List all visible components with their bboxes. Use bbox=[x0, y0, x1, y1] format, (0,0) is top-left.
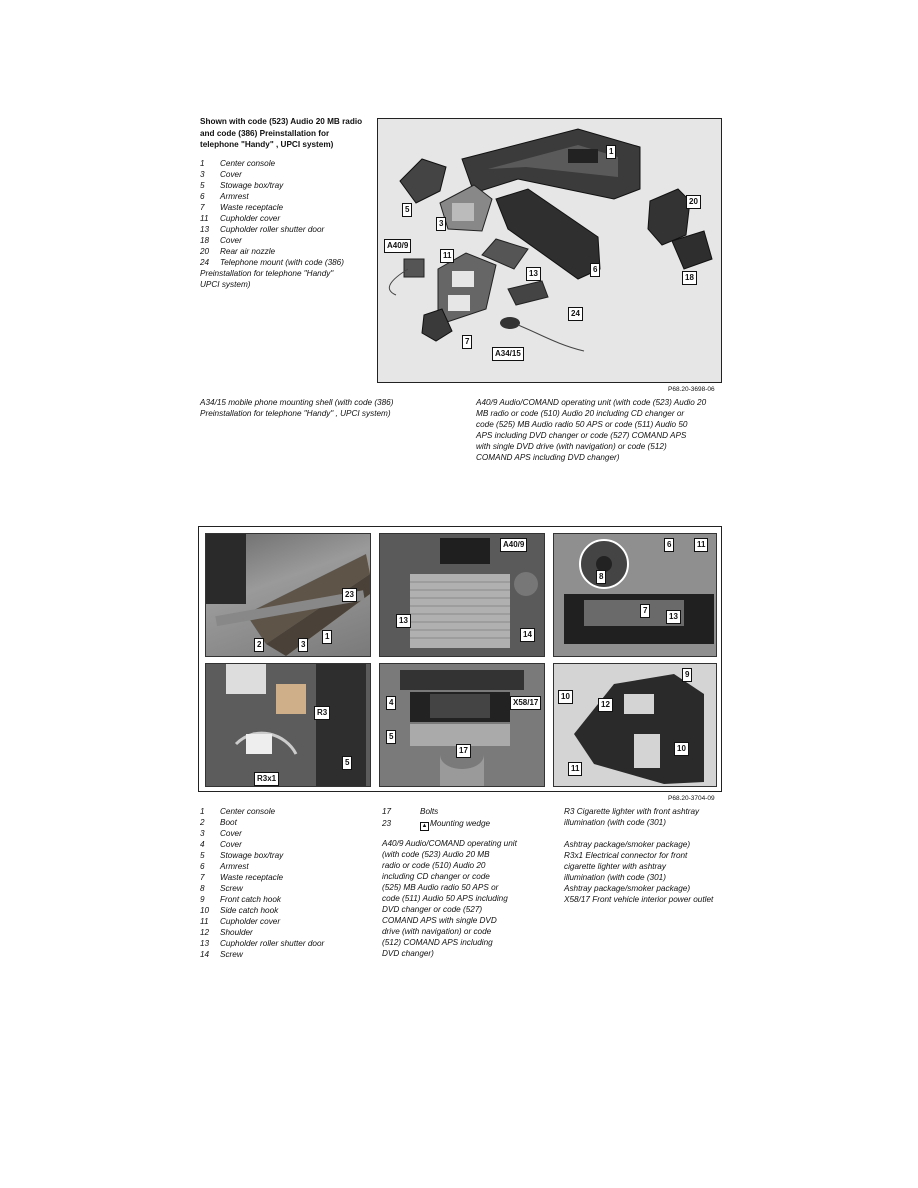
photo-panel bbox=[379, 663, 545, 787]
callout-label: 20 bbox=[686, 195, 701, 209]
legend-block-line: illumination (with code (301) bbox=[564, 873, 666, 882]
callout-label: 14 bbox=[520, 628, 535, 642]
note-line: Preinstallation for telephone "Handy" , UPCI system) bbox=[200, 409, 391, 418]
figure-reference: P68.20-3704-09 bbox=[668, 795, 715, 802]
top-legend: 1 Center console 3 Cover 5 Stowage box/tray 6 Armrest 7 Waste receptacle 11 Cupholder cover 13 Cupholder roller shutter door 18 Cover 20 Rear air nozzle 24 Telephone mount (with code (386) Preinstallation for telephone "Handy" UPCI system) bbox=[200, 159, 344, 289]
callout-label: 10 bbox=[674, 742, 689, 756]
note-line: code (525) MB Audio radio 50 APS or code (511) Audio 50 bbox=[476, 420, 688, 429]
callout-label: A34/15 bbox=[492, 347, 524, 361]
legend-block-line: code (511) Audio 50 APS including bbox=[382, 894, 508, 903]
top-title bbox=[200, 116, 375, 151]
exploded-view-drawing bbox=[378, 119, 721, 382]
note-a34-15 bbox=[200, 397, 460, 419]
callout-label: 5 bbox=[402, 203, 412, 217]
note-line: with single DVD drive (with navigation) or code (512) bbox=[476, 442, 667, 451]
note-line: MB radio or code (510) Audio 20 including CD changer or bbox=[476, 409, 685, 418]
callout-label: 3 bbox=[436, 217, 446, 231]
note-line: COMAND APS including DVD changer) bbox=[476, 453, 620, 462]
photo-panel bbox=[205, 663, 371, 787]
legend-block-line: DVD changer) bbox=[382, 949, 434, 958]
callout-label: 11 bbox=[568, 762, 582, 776]
mounting-wedge-icon: ▲ bbox=[421, 823, 428, 829]
callout-label: X58/17 bbox=[510, 696, 541, 710]
callout-label: 17 bbox=[456, 744, 471, 758]
callout-label: 18 bbox=[682, 271, 697, 285]
photo-panel bbox=[379, 533, 545, 657]
title-line: telephone "Handy" , UPCI system) bbox=[200, 140, 334, 149]
figure-reference: P68.20-3698-06 bbox=[668, 386, 715, 393]
photo-panel bbox=[553, 533, 717, 657]
legend-block-line: X58/17 Front vehicle interior power outlet bbox=[564, 895, 714, 904]
legend-block-line: COMAND APS with single DVD bbox=[382, 916, 497, 925]
callout-label: R3x1 bbox=[254, 772, 279, 786]
note-a40-9 bbox=[476, 397, 726, 463]
callout-label: 10 bbox=[558, 690, 573, 704]
callout-label: 7 bbox=[640, 604, 650, 618]
bottom-legend-col3 bbox=[564, 806, 744, 905]
callout-label: 6 bbox=[590, 263, 600, 277]
legend-block-line: radio or code (510) Audio 20 bbox=[382, 861, 486, 870]
callout-label: 23 bbox=[342, 588, 357, 602]
title-line: and code (386) Preinstallation for bbox=[200, 128, 330, 138]
callout-label: 2 bbox=[254, 638, 264, 652]
callout-label: 13 bbox=[396, 614, 411, 628]
note-line: A34/15 mobile phone mounting shell (with code (386) bbox=[200, 398, 394, 407]
bottom-legend-col2: 17 Bolts 23 ▲ Mounting wedge A40/9 Audio/COMAND operating unit (with code (523) Audio 20 MB radio or code (510) Audio 20 including CD changer or code (525) MB Audio radio 50 APS or code (511) Audio 50 APS including DVD changer or code (527) COMAND APS with single DVD drive (with navigation) or code (512) COMAND APS including DVD changer) bbox=[382, 807, 517, 958]
legend-block-line bbox=[564, 828, 744, 839]
legend-block-line: Ashtray package/smoker package) bbox=[564, 840, 691, 849]
photo-panel bbox=[205, 533, 371, 657]
legend-block-line: drive (with navigation) or code bbox=[382, 927, 492, 936]
legend-block-line: R3 Cigarette lighter with front ashtray bbox=[564, 807, 700, 816]
bottom-legend-col1: 1 Center console 2 Boot 3 Cover 4 Cover 5 Stowage box/tray 6 Armrest 7 Waste receptacle 8 Screw 9 Front catch hook 10 Side catch hook 11 Cupholder cover 12 Shoulder 13 Cupholder roller shutter door 14 Screw bbox=[200, 807, 325, 959]
callout-label: 9 bbox=[682, 668, 692, 682]
legend-block-line: including CD changer or code bbox=[382, 872, 490, 881]
callout-label: 1 bbox=[322, 630, 332, 644]
legend-tail: Preinstallation for telephone "Handy" bbox=[200, 269, 334, 278]
legend-block-line: R3x1 Electrical connector for front bbox=[564, 851, 688, 860]
callout-label: 7 bbox=[462, 335, 472, 349]
legend-block-line: (with code (523) Audio 20 MB bbox=[382, 850, 490, 859]
callout-label: A40/9 bbox=[500, 538, 527, 552]
legend-block-line: illumination (with code (301) bbox=[564, 818, 666, 827]
photo-grid-figure bbox=[198, 526, 722, 792]
legend-block-line: A40/9 Audio/COMAND operating unit bbox=[382, 839, 517, 848]
callout-label: A40/9 bbox=[384, 239, 411, 253]
note-line: A40/9 Audio/COMAND operating unit (with code (523) Audio 20 bbox=[476, 398, 707, 407]
callout-label: 11 bbox=[440, 249, 454, 263]
callout-label: R3 bbox=[314, 706, 330, 720]
legend-block-line: (512) COMAND APS including bbox=[382, 938, 493, 947]
callout-label: 12 bbox=[598, 698, 613, 712]
legend-tail: UPCI system) bbox=[200, 280, 251, 289]
callout-label: 13 bbox=[666, 610, 681, 624]
callout-label: 4 bbox=[386, 696, 396, 710]
note-line: APS including DVD changer or code (527) COMAND APS bbox=[476, 431, 687, 440]
legend-block-line: Ashtray package/smoker package) bbox=[564, 884, 691, 893]
callout-label: 8 bbox=[596, 570, 606, 584]
legend-block-line: DVD changer or code (527) bbox=[382, 905, 483, 914]
callout-label: 5 bbox=[342, 756, 352, 770]
callout-label: 5 bbox=[386, 730, 396, 744]
callout-label: 11 bbox=[694, 538, 708, 552]
callout-label: 1 bbox=[606, 145, 616, 159]
photo-panel bbox=[553, 663, 717, 787]
legend-block-line: cigarette lighter with ashtray bbox=[564, 862, 666, 871]
callout-label: 3 bbox=[298, 638, 308, 652]
callout-label: 6 bbox=[664, 538, 674, 552]
callout-label: 13 bbox=[526, 267, 541, 281]
callout-label: 24 bbox=[568, 307, 583, 321]
title-line: Shown with code (523) Audio 20 MB radio bbox=[200, 117, 363, 126]
legend-block-line: (525) MB Audio radio 50 APS or bbox=[382, 883, 499, 892]
exploded-view-figure bbox=[377, 118, 722, 383]
